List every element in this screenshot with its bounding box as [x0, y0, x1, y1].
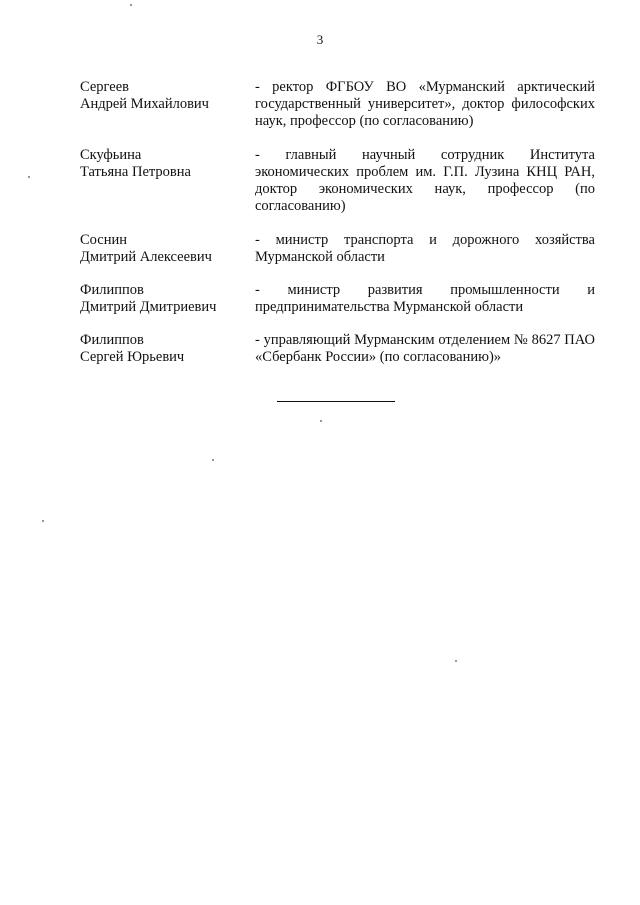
- member-role: - ректор ФГБОУ ВО «Мурманский арктический государственный университет», доктор философских наук, профессор (по согласованию): [255, 79, 595, 129]
- member-surname: Сергеев: [80, 79, 130, 95]
- member-name: [80, 147, 250, 181]
- member-surname: Филиппов: [80, 282, 144, 298]
- closing-divider: [277, 401, 395, 402]
- scan-speck: [320, 420, 322, 422]
- member-given-names: Андрей Михайлович: [80, 96, 209, 112]
- member-given-names: Татьяна Петровна: [80, 164, 191, 180]
- member-given-names: Дмитрий Дмитриевич: [80, 299, 217, 315]
- member-given-names: Сергей Юрьевич: [80, 349, 185, 365]
- member-role: - министр транспорта и дорожного хозяйства Мурманской области: [255, 232, 595, 265]
- member-name: [80, 282, 250, 316]
- scan-speck: [455, 660, 457, 662]
- member-surname: Филиппов: [80, 332, 144, 348]
- scan-speck: [28, 176, 30, 178]
- scan-speck: [130, 4, 132, 6]
- member-name: [80, 332, 250, 366]
- scan-speck: [212, 459, 214, 461]
- member-surname: Скуфьина: [80, 147, 142, 163]
- member-name: [80, 232, 250, 266]
- member-role: - министр развития промышленности и предпринимательства Мурманской области: [255, 282, 595, 315]
- member-role: - управляющий Мурманским отделением № 8627 ПАО «Сбербанк России» (по согласованию)»: [255, 332, 595, 365]
- member-surname: Соснин: [80, 232, 127, 248]
- page-number: 3: [316, 32, 324, 47]
- member-role: - главный научный сотрудник Института экономических проблем им. Г.П. Лузина КНЦ РАН, доктор экономических наук, профессор (по согласованию): [255, 147, 595, 214]
- member-name: [80, 79, 250, 113]
- member-given-names: Дмитрий Алексеевич: [80, 249, 212, 265]
- scan-speck: [42, 520, 44, 522]
